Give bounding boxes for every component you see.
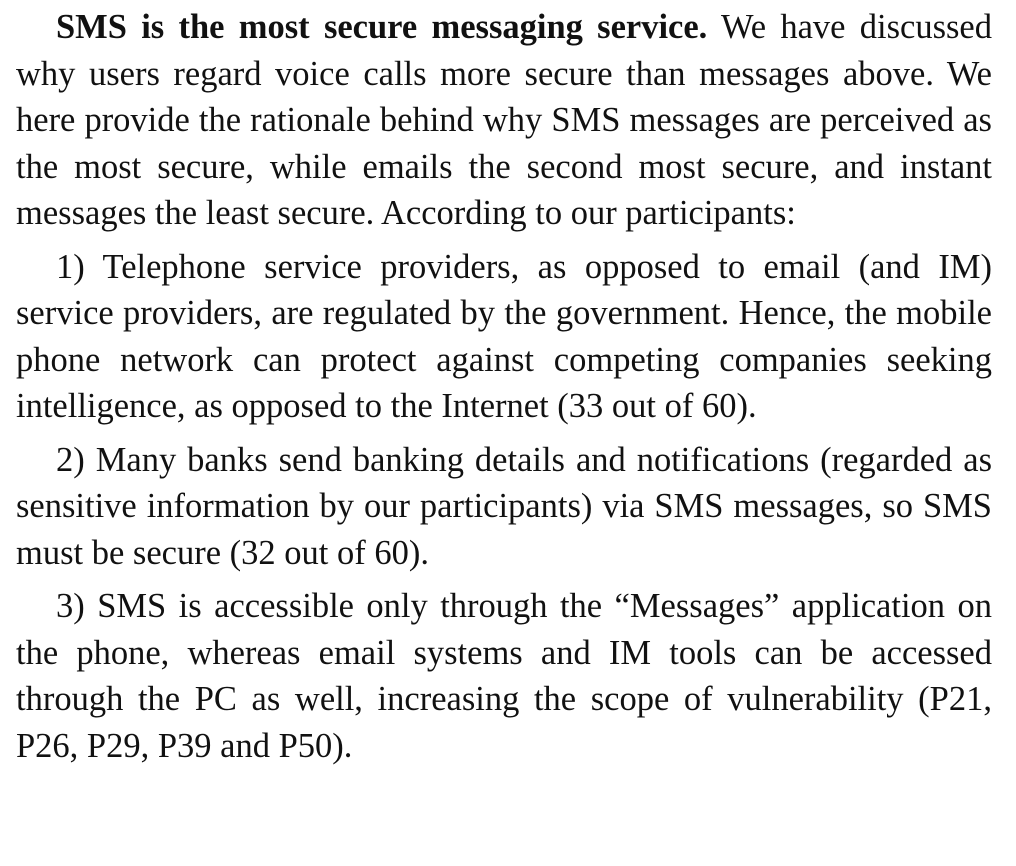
list-item-number: 2) [56,440,85,479]
paragraph-lead-heading: SMS is the most secure messaging service. [56,8,708,46]
list-item-text: SMS is accessible only through the “Messages” application on the phone, whereas email systems and IM tools can be accessed through the PC as well, increasing the scope of vulnerability (P21, P26, P29, P39 and P50). [16,587,992,765]
intro-text: We have discussed why users regard voice calls more secure than messages above. We here provide the rationale behind why SMS messages are perceived as the most secure, while emails the second most secure, and instant messages the least secure. According to our participants: [16,8,992,232]
list-item-number: 1) [56,247,85,286]
intro-paragraph [16,0,992,237]
list-item-text: Telephone service providers, as opposed to email (and IM) service providers, are regulated by the government. Hence, the mobile phone network can protect against competing companies seeking intelligence, as opposed to the Internet (33 out of 60). [16,247,992,425]
list-item-text: Many banks send banking details and notifications (regarded as sensitive information by our participants) via SMS messages, so SMS must be secure (32 out of 60). [16,440,992,572]
list-item-3 [16,583,992,769]
list-item-2 [16,437,992,577]
list-item-number: 3) [56,587,85,625]
list-item-1 [16,244,992,430]
